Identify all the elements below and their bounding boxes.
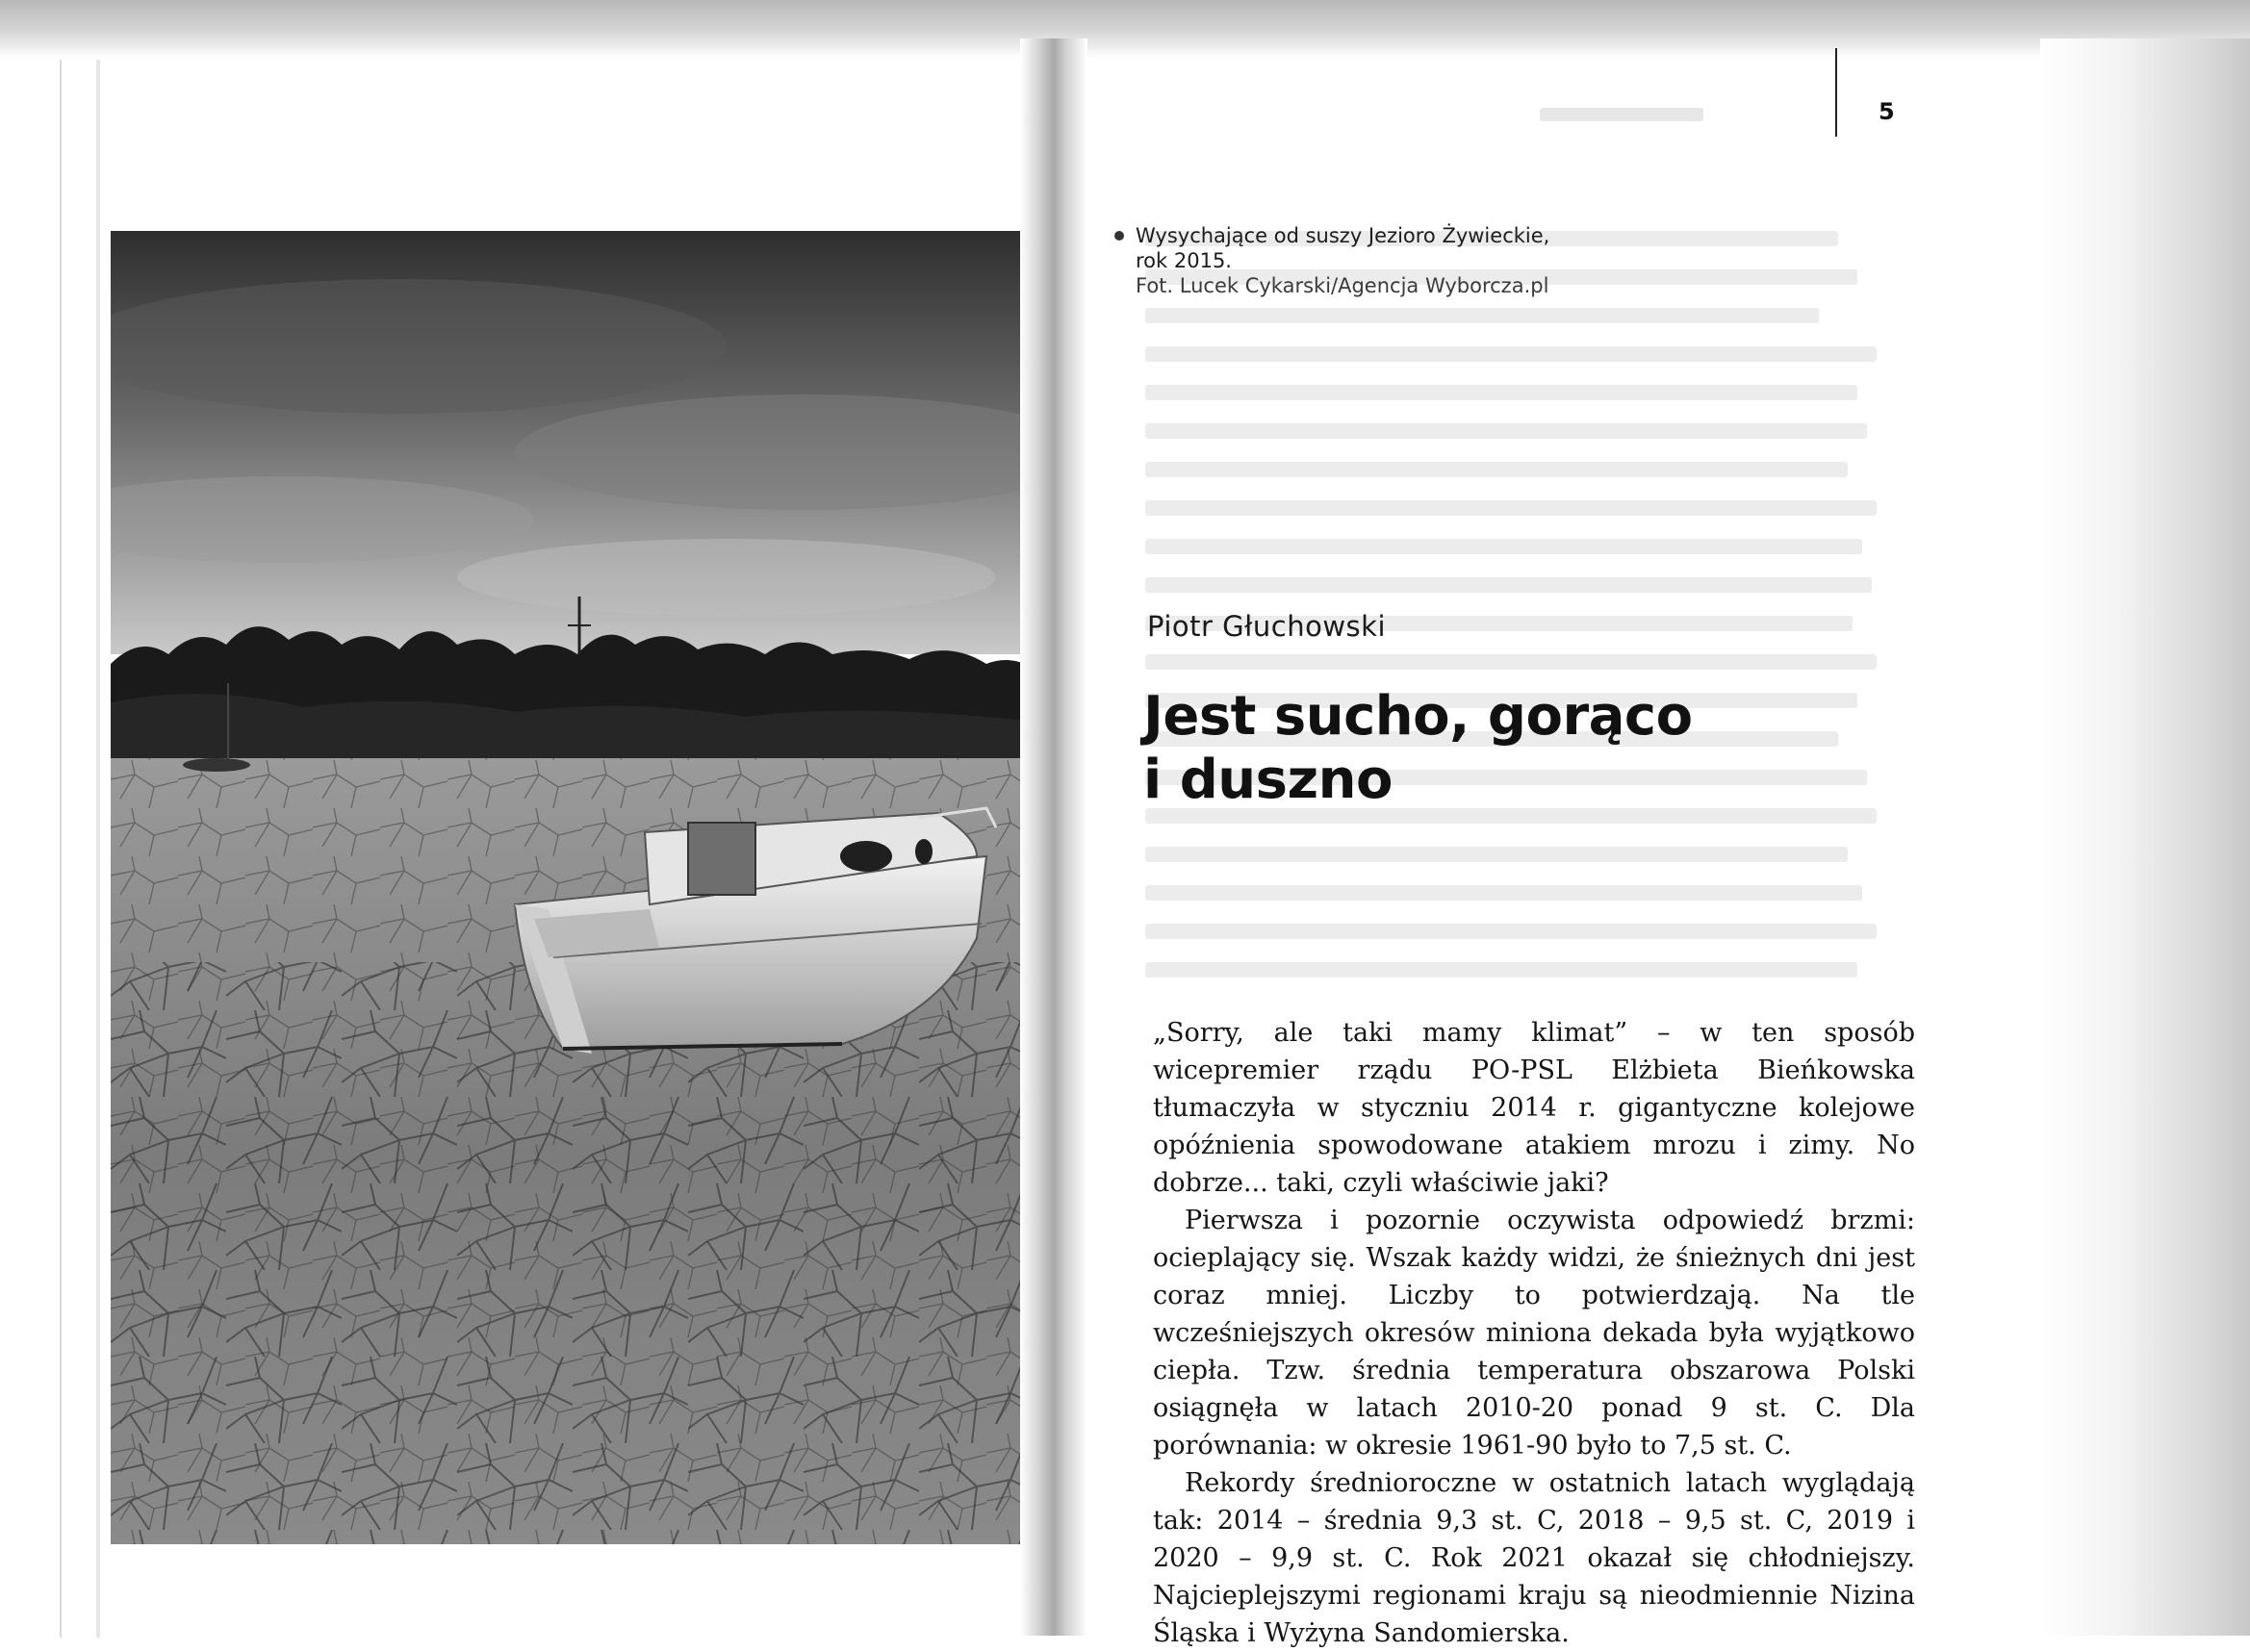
paragraph-2: Pierwsza i pozornie oczywista odpowiedź brzmi: ocieplający się. Wszak każdy widzi, że śnieżnych dni jest coraz mniej. Liczby to potwierdzają. Na tle wcześniejszych okresów miniona dekada była wyjątkowo ciepła. Tzw. średnia temperatura obszarowa Polski osiągnęła w latach 2010-20 ponad 9 st. C. Dla porównania: w okresie 1961-90 było to 7,5 st. C.	[1153, 1206, 1915, 1461]
body-text	[1153, 1014, 1915, 1652]
paragraph-1: „Sorry, ale taki mamy klimat” – w ten sposób wicepremier rządu PO-PSL Elżbieta Bieńkowska tłumaczyła w styczniu 2014 r. gigantyczne kolejowe opóźnienia spowodowane atakiem mrozu i zimy. No dobrze... taki, czyli właściwie jaki?	[1153, 1018, 1915, 1198]
show-through-running-head	[1540, 108, 1703, 121]
photo-caption	[1136, 223, 1588, 298]
left-page-edge	[96, 60, 100, 1638]
chapter-title-line-2: i duszno	[1143, 749, 1393, 811]
author-name: Piotr Głuchowski	[1147, 610, 1387, 643]
page-number: 5	[1879, 98, 1895, 125]
chapter-title	[1143, 685, 1875, 812]
header-rule	[1835, 48, 1837, 137]
caption-marker-icon	[1114, 231, 1124, 241]
photo-dry-lake-boat	[111, 231, 1035, 1544]
caption-line-2: rok 2015.	[1136, 249, 1232, 272]
scan-top-shadow	[0, 0, 2250, 58]
paragraph-3: Rekordy średnioroczne w ostatnich latach wyglądają tak: 2014 – średnia 9,3 st. C, 2018 – 9,5 st. C, 2019 i 2020 – 9,9 st. C. Rok 2021 okazał się chłodniejszy. Najcieplejszymi regionami kraju są nieodmiennie Nizina Śląska i Wyżyna Sandomierska.	[1153, 1468, 1915, 1648]
book-spine-shadow	[1020, 38, 1087, 1636]
caption-line-1: Wysychające od suszy Jezioro Żywieckie,	[1136, 224, 1550, 247]
right-page-edge	[2040, 38, 2250, 1636]
photo-credit: Fot. Lucek Cykarski/Agencja Wyborcza.pl	[1136, 274, 1549, 297]
chapter-title-line-1: Jest sucho, gorąco	[1143, 685, 1693, 748]
